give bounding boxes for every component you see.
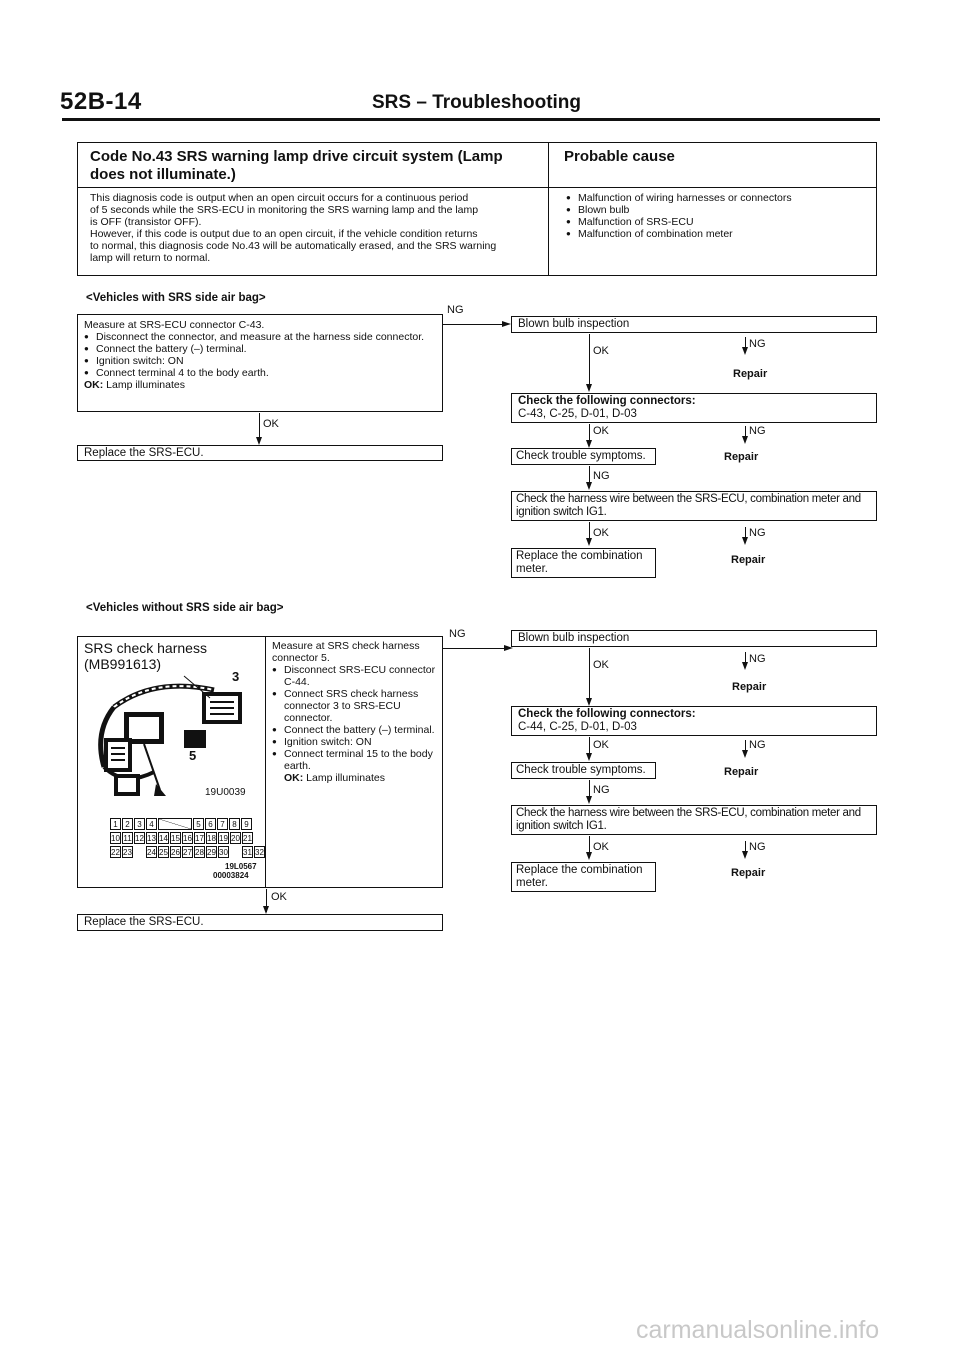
pin: 22	[111, 848, 120, 857]
s2-harness-title: SRS check harness	[84, 640, 207, 656]
s1-measure-title: Measure at SRS-ECU connector C-43.	[84, 319, 265, 331]
pin-gap	[134, 846, 146, 858]
s2-callout-5: 5	[189, 748, 197, 763]
s2-check-trouble: Check trouble symptoms.	[511, 762, 656, 779]
s2-ok-label: OK:	[284, 772, 304, 784]
s2-ng-label-top: NG	[449, 628, 466, 640]
s2-harness-part: (MB991613)	[84, 656, 162, 672]
s1-ch-repair: Repair	[731, 554, 766, 566]
s1-ch-ng-arrowhead	[742, 537, 748, 545]
s2-measure-title: Measure at SRS check harness connector 5.	[272, 640, 420, 664]
s1-bb-ok-arrowhead	[586, 384, 592, 392]
s2-grid-code2: 00003824	[213, 871, 249, 880]
s1-ok-label: OK:	[84, 379, 104, 391]
s2-bb-ok-arrowhead	[586, 698, 592, 706]
s1-check-trouble: Check trouble symptoms.	[511, 448, 656, 465]
s1-cc-ng-arrowhead	[742, 436, 748, 444]
s2-cc-ng-label: NG	[749, 739, 766, 751]
s1-cc-ok-arrowhead	[586, 440, 592, 448]
pin: 23	[123, 848, 132, 857]
s1-bb-repair: Repair	[733, 368, 768, 380]
connector-pin-grid	[110, 818, 266, 860]
s2-replace-meter: Replace the combination meter.	[511, 862, 656, 892]
pin: 3	[134, 818, 145, 830]
pin: 21	[243, 834, 252, 843]
cause-list	[566, 192, 866, 240]
s1-measure-item: ● Connect the battery (–) terminal.	[84, 343, 436, 355]
s2-cc-ok-arrowhead	[586, 753, 592, 761]
pin: 32	[255, 848, 264, 857]
s1-blown-bulb-box: Blown bulb inspection	[511, 316, 877, 333]
page-title: SRS – Troubleshooting	[372, 92, 582, 113]
s2-grid-code1: 19L0567	[225, 862, 257, 871]
s2-check-harness: Check the harness wire between the SRS-ECU, combination meter and ignition switch IG1.	[511, 805, 877, 835]
site-watermark: carmanualsonline.info	[636, 1316, 880, 1344]
diagnosis-table	[77, 142, 877, 276]
table-horizontal-divider	[78, 187, 876, 188]
s2-check-conn-title: Check the following connectors:	[518, 708, 696, 720]
s1-ct-ng-arrowhead	[586, 482, 592, 490]
pin: 31	[243, 848, 252, 857]
s2-ok-text: Lamp illuminates	[306, 772, 385, 784]
s1-check-harness: Check the harness wire between the SRS-ECU, combination meter and ignition switch IG1.	[511, 491, 877, 521]
pin: 17	[195, 834, 204, 843]
probable-cause-title: Probable cause	[564, 148, 675, 165]
s2-ch-ok-label: OK	[593, 841, 609, 853]
pin: 11	[123, 834, 132, 843]
s2-cc-ok-label: OK	[593, 739, 609, 751]
header-rule	[62, 118, 880, 121]
pin: 26	[171, 848, 180, 857]
s2-measure-item: ● Disconnect SRS-ECU connector C-44.	[272, 664, 438, 688]
s1-measure-item: ● Connect terminal 4 to the body earth.	[84, 367, 436, 379]
pin: 1	[110, 818, 121, 830]
s1-bb-ok-line	[589, 334, 590, 388]
pin: 19	[219, 834, 228, 843]
s1-cc-repair: Repair	[724, 451, 759, 463]
s1-measure-list	[84, 331, 436, 379]
s2-ct-ng-arrowhead	[586, 796, 592, 804]
pin: 15	[171, 834, 180, 843]
pin: 29	[207, 848, 216, 857]
s1-ch-ok-label: OK	[593, 527, 609, 539]
s2-blown-bulb-box: Blown bulb inspection	[511, 630, 877, 647]
s2-measure-item: ● Connect the battery (–) terminal.	[272, 724, 438, 736]
s2-ch-ng-label: NG	[749, 841, 766, 853]
s2-ch-ng-arrowhead	[742, 851, 748, 859]
pin: 8	[229, 818, 240, 830]
s2-ok-criteria	[272, 772, 438, 784]
s2-measure-item: ● Ignition switch: ON	[272, 736, 438, 748]
s1-ch-ok-arrowhead	[586, 538, 592, 546]
diag-line: of 5 seconds while the SRS-ECU in monitoring the SRS warning lamp and the lamp	[90, 204, 479, 216]
s1-measure-item: ● Ignition switch: ON	[84, 355, 436, 367]
s2-ch-repair: Repair	[731, 867, 766, 879]
pin-row	[110, 832, 266, 846]
s2-check-conn-list: C-44, C-25, D-01, D-03	[518, 721, 637, 733]
pin: 27	[183, 848, 192, 857]
pin: 2	[122, 818, 133, 830]
s2-bb-ng-arrowhead	[742, 662, 748, 670]
s1-replace-ecu: Replace the SRS-ECU.	[77, 445, 443, 461]
s2-replace-ecu: Replace the SRS-ECU.	[77, 914, 443, 931]
s2-bb-ng-label: NG	[749, 653, 766, 665]
pin: 20	[231, 834, 240, 843]
section1-heading: <Vehicles with SRS side air bag>	[86, 292, 266, 304]
table-vertical-divider	[548, 143, 549, 275]
s1-cc-ng-label: NG	[749, 425, 766, 437]
s1-ok-text: Lamp illuminates	[106, 379, 185, 391]
pin: 25	[159, 848, 168, 857]
pin: 18	[207, 834, 216, 843]
s2-ct-ng-label: NG	[593, 784, 610, 796]
s1-bb-ok-label: OK	[593, 345, 609, 357]
s1-ng-arrowhead	[502, 321, 511, 327]
s2-cc-repair: Repair	[724, 766, 759, 778]
s2-bb-ok-label: OK	[593, 659, 609, 671]
cause-item: ● Blown bulb	[566, 204, 866, 216]
pin: 5	[193, 818, 204, 830]
s2-callout-3: 3	[232, 669, 240, 684]
s2-ng-connector	[443, 648, 505, 649]
pin: 16	[183, 834, 192, 843]
diagnosis-title: Code No.43 SRS warning lamp drive circuit system (Lamp does not illuminate.)	[90, 148, 503, 183]
pin: 6	[205, 818, 216, 830]
s2-check-connectors	[511, 706, 877, 736]
s1-bb-ng-label: NG	[749, 338, 766, 350]
s2-ok-arrowhead	[263, 906, 269, 914]
s1-check-conn-title: Check the following connectors:	[518, 395, 696, 407]
s1-measure-item: ● Disconnect the connector, and measure at the harness side connector.	[84, 331, 436, 343]
pin-row	[110, 818, 266, 832]
pin-gap	[230, 846, 242, 858]
s1-ng-connector	[443, 324, 503, 325]
diagnosis-body	[90, 192, 545, 264]
pin: 9	[241, 818, 252, 830]
s2-bb-repair: Repair	[732, 681, 767, 693]
diag-line: to normal, this diagnosis code No.43 will be automatically erased, and the SRS warning	[90, 240, 497, 252]
s2-measure-item: ● Connect SRS check harness connector 3 to SRS-ECU connector.	[272, 688, 438, 724]
pin: 4	[146, 818, 157, 830]
pin: 7	[217, 818, 228, 830]
s2-measure-text	[272, 640, 438, 784]
s2-measure-item: ● Connect terminal 15 to the body earth.	[272, 748, 438, 772]
pin: 12	[135, 834, 144, 843]
s2-cc-ng-arrowhead	[742, 750, 748, 758]
s1-ng-label-top: NG	[447, 304, 464, 316]
s1-cc-ok-label: OK	[593, 425, 609, 437]
s1-ok-label-arrow: OK	[263, 418, 279, 430]
s2-ok-label-arrow: OK	[271, 891, 287, 903]
pin-slash	[158, 818, 192, 830]
s2-measure-list	[272, 664, 438, 772]
pin: 14	[159, 834, 168, 843]
section2-heading: <Vehicles without SRS side air bag>	[86, 602, 284, 614]
pin: 13	[147, 834, 156, 843]
s1-ct-ng-label: NG	[593, 470, 610, 482]
pin: 28	[195, 848, 204, 857]
srs-check-harness-illustration	[84, 672, 254, 802]
diag-line: This diagnosis code is output when an open circuit occurs for a continuous period	[90, 192, 469, 204]
s1-replace-meter: Replace the combination meter.	[511, 548, 656, 578]
s2-figure-code: 19U0039	[205, 787, 246, 798]
s1-ok-arrowhead	[256, 437, 262, 445]
s1-check-connectors	[511, 393, 877, 423]
s2-bb-ok-line	[589, 648, 590, 702]
s1-check-conn-list: C-43, C-25, D-01, D-03	[518, 408, 637, 420]
cause-item: ● Malfunction of SRS-ECU	[566, 216, 866, 228]
diag-line: is OFF (transistor OFF).	[90, 216, 202, 228]
s1-ok-criteria	[84, 379, 436, 391]
diag-line: lamp will return to normal.	[90, 252, 211, 264]
diag-line: However, if this code is output due to an open circuit, if the vehicle condition returns	[90, 228, 478, 240]
pin: 24	[147, 848, 156, 857]
cause-item: ● Malfunction of combination meter	[566, 228, 866, 240]
pin: 10	[111, 834, 120, 843]
s1-measure-box	[77, 314, 443, 412]
cause-item: ● Malfunction of wiring harnesses or connectors	[566, 192, 866, 204]
page-code: 52B-14	[60, 88, 142, 115]
s1-bb-ng-arrowhead	[742, 347, 748, 355]
pin: 30	[219, 848, 228, 857]
pin-row	[110, 846, 266, 860]
s2-ch-ok-arrowhead	[586, 852, 592, 860]
s1-ch-ng-label: NG	[749, 527, 766, 539]
